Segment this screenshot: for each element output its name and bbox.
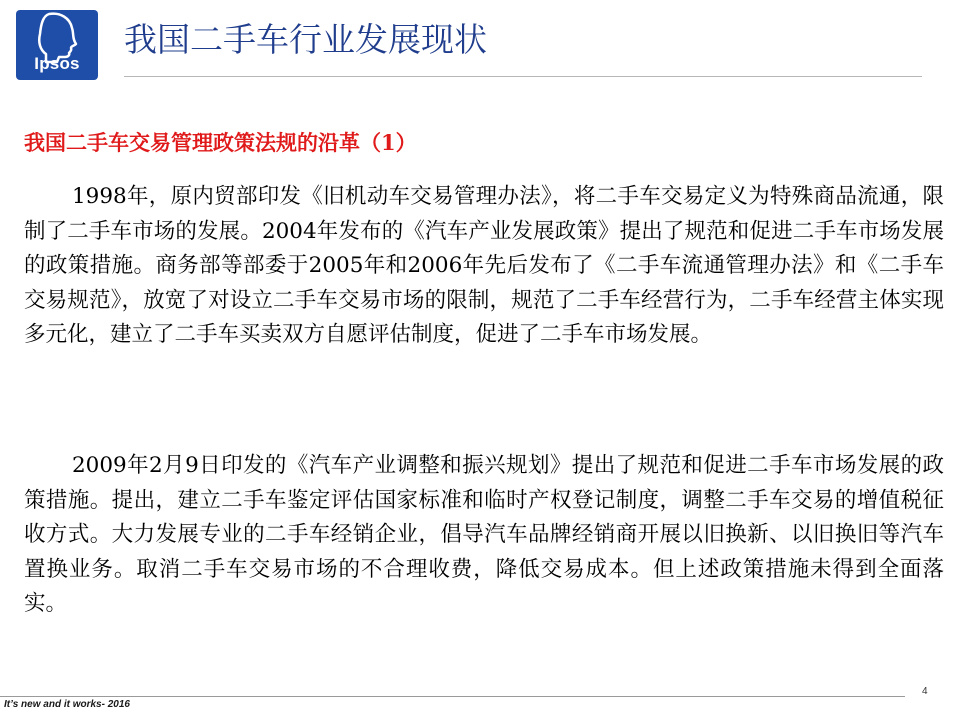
title-divider [124, 76, 922, 77]
footer-divider [0, 696, 905, 697]
footer-tagline: It’s new and it works- 2016 [4, 699, 130, 710]
section-heading: 我国二手车交易管理政策法规的沿革（1） [24, 130, 417, 155]
paragraph-1998-policy: 1998年，原内贸部印发《旧机动车交易管理办法》，将二手车交易定义为特殊商品流通，限制了二手车市场的发展。2004年发布的《汽车产业发展政策》提出了规范和促进二手车市场发展的政策措施。商务部等部委于2005年和2006年先后发布了《二手车流通管理办法》和《二手车交易规范》，放宽了对设立二手车交易市场的限制，规范了二手车经营行为，二手车经营主体实现多元化，建立了二手车买卖双方自愿评估制度，促进了二手车市场发展。 [24, 184, 944, 347]
logo-text: Ipsos [34, 54, 80, 73]
ipsos-logo [16, 10, 98, 80]
paragraph-2009-policy: 2009年2月9日印发的《汽车产业调整和振兴规划》提出了规范和促进二手车市场发展的政策措施。提出，建立二手车鉴定评估国家标准和临时产权登记制度，调整二手车交易的增值税征收方式。大力发展专业的二手车经销企业，倡导汽车品牌经销商开展以旧换新、以旧换旧等汽车置换业务。取消二手车交易市场的不合理收费，降低交易成本。但上述政策措施未得到全面落实。 [24, 453, 944, 616]
slide-title: 我国二手车行业发展现状 [124, 20, 487, 59]
page-number: 4 [922, 686, 928, 697]
